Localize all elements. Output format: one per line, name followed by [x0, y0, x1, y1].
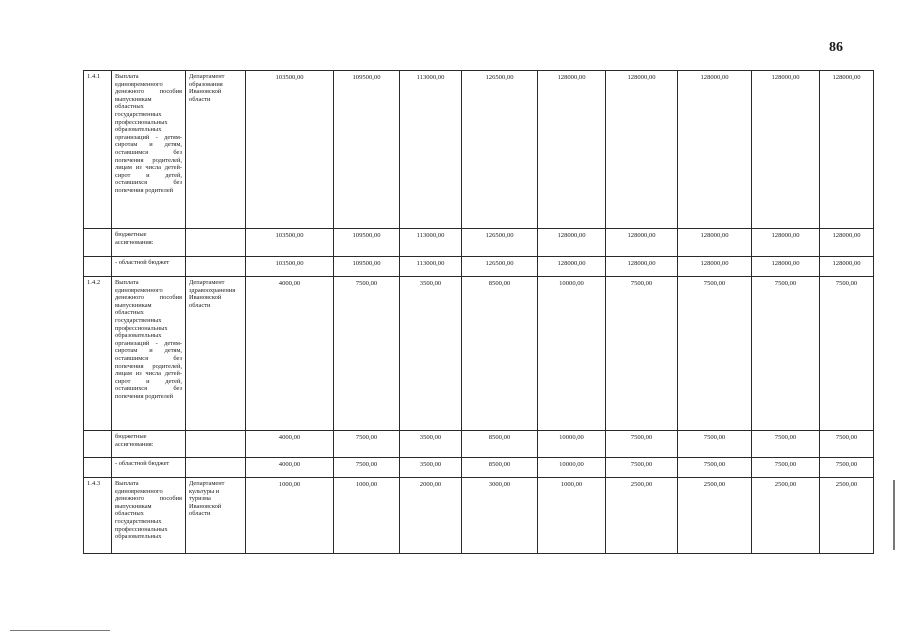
value-cell: 103500,00	[246, 257, 334, 277]
value-cell: 128000,00	[538, 257, 606, 277]
value-cell: 8500,00	[462, 277, 538, 431]
table-row	[84, 277, 874, 431]
row-department	[186, 431, 246, 458]
row-department	[186, 229, 246, 257]
row-index: 1.4.2	[84, 277, 112, 431]
value-cell: 3500,00	[400, 277, 462, 431]
value-cell: 103500,00	[246, 229, 334, 257]
value-cell: 8500,00	[462, 431, 538, 458]
row-description: - областной бюджет	[112, 257, 186, 277]
row-index: 1.4.3	[84, 478, 112, 554]
value-cell: 113000,00	[400, 257, 462, 277]
value-cell: 128000,00	[678, 71, 752, 229]
table-row	[84, 257, 874, 277]
row-description: бюджетные ассигнования:	[112, 431, 186, 458]
row-description: Выплата единовременного денежного пособия выпускникам областных государственных профессиональных образовательных	[112, 478, 186, 554]
row-description: - областной бюджет	[112, 458, 186, 478]
value-cell: 2500,00	[820, 478, 874, 554]
value-cell: 113000,00	[400, 229, 462, 257]
table-row	[84, 229, 874, 257]
value-cell: 10000,00	[538, 431, 606, 458]
value-cell: 7500,00	[606, 458, 678, 478]
value-cell: 2500,00	[606, 478, 678, 554]
value-cell: 128000,00	[678, 257, 752, 277]
row-department	[186, 458, 246, 478]
value-cell: 128000,00	[678, 229, 752, 257]
value-cell: 128000,00	[606, 71, 678, 229]
value-cell: 109500,00	[334, 257, 400, 277]
value-cell: 7500,00	[678, 277, 752, 431]
page-number: 86	[829, 40, 843, 55]
row-index	[84, 229, 112, 257]
value-cell: 7500,00	[606, 431, 678, 458]
table-body	[84, 71, 874, 554]
value-cell: 2500,00	[678, 478, 752, 554]
value-cell: 7500,00	[752, 458, 820, 478]
row-description: Выплата единовременного денежного пособия выпускникам областных государственных профессиональных образовательных организаций - детям-сиротам и детям, оставшимся без попечения родителей, лицам из числа детей-сирот и детей, оставшихся без попечения родителей	[112, 277, 186, 431]
value-cell: 2000,00	[400, 478, 462, 554]
value-cell: 4000,00	[246, 458, 334, 478]
row-description: бюджетные ассигнования:	[112, 229, 186, 257]
value-cell: 7500,00	[678, 458, 752, 478]
table-row	[84, 431, 874, 458]
row-department: Департамент культуры и туризма Ивановской области	[186, 478, 246, 554]
value-cell: 109500,00	[334, 229, 400, 257]
table-row	[84, 71, 874, 229]
value-cell: 7500,00	[334, 277, 400, 431]
table-row	[84, 458, 874, 478]
value-cell: 113000,00	[400, 71, 462, 229]
value-cell: 7500,00	[334, 431, 400, 458]
value-cell: 4000,00	[246, 277, 334, 431]
value-cell: 128000,00	[606, 229, 678, 257]
value-cell: 1000,00	[334, 478, 400, 554]
value-cell: 7500,00	[678, 431, 752, 458]
row-department: Департамент образования Ивановской области	[186, 71, 246, 229]
value-cell: 7500,00	[334, 458, 400, 478]
value-cell: 10000,00	[538, 277, 606, 431]
row-index: 1.4.1	[84, 71, 112, 229]
value-cell: 2500,00	[752, 478, 820, 554]
value-cell: 3000,00	[462, 478, 538, 554]
value-cell: 128000,00	[538, 229, 606, 257]
budget-table	[83, 70, 874, 554]
value-cell: 10000,00	[538, 458, 606, 478]
row-department	[186, 257, 246, 277]
value-cell: 128000,00	[752, 257, 820, 277]
row-description: Выплата единовременного денежного пособия выпускникам областных государственных профессиональных образовательных организаций - детям-сиротам и детям, оставшимся без попечения родителей, лицам из числа детей-сирот и детей, оставшихся без попечения родителей	[112, 71, 186, 229]
row-department: Департамент здравоохранения Ивановской области	[186, 277, 246, 431]
row-index	[84, 431, 112, 458]
value-cell: 128000,00	[820, 229, 874, 257]
table-row	[84, 478, 874, 554]
value-cell: 1000,00	[538, 478, 606, 554]
value-cell: 128000,00	[820, 257, 874, 277]
value-cell: 3500,00	[400, 431, 462, 458]
value-cell: 7500,00	[820, 431, 874, 458]
value-cell: 7500,00	[752, 277, 820, 431]
value-cell: 7500,00	[752, 431, 820, 458]
value-cell: 128000,00	[752, 229, 820, 257]
scan-artifact	[10, 630, 110, 631]
value-cell: 3500,00	[400, 458, 462, 478]
value-cell: 103500,00	[246, 71, 334, 229]
value-cell: 128000,00	[752, 71, 820, 229]
value-cell: 7500,00	[820, 277, 874, 431]
row-index	[84, 257, 112, 277]
value-cell: 126500,00	[462, 71, 538, 229]
value-cell: 8500,00	[462, 458, 538, 478]
value-cell: 126500,00	[462, 257, 538, 277]
value-cell: 126500,00	[462, 229, 538, 257]
value-cell: 128000,00	[820, 71, 874, 229]
value-cell: 1000,00	[246, 478, 334, 554]
value-cell: 7500,00	[820, 458, 874, 478]
value-cell: 128000,00	[606, 257, 678, 277]
value-cell: 109500,00	[334, 71, 400, 229]
value-cell: 7500,00	[606, 277, 678, 431]
row-index	[84, 458, 112, 478]
scan-artifact	[893, 480, 895, 550]
value-cell: 128000,00	[538, 71, 606, 229]
value-cell: 4000,00	[246, 431, 334, 458]
